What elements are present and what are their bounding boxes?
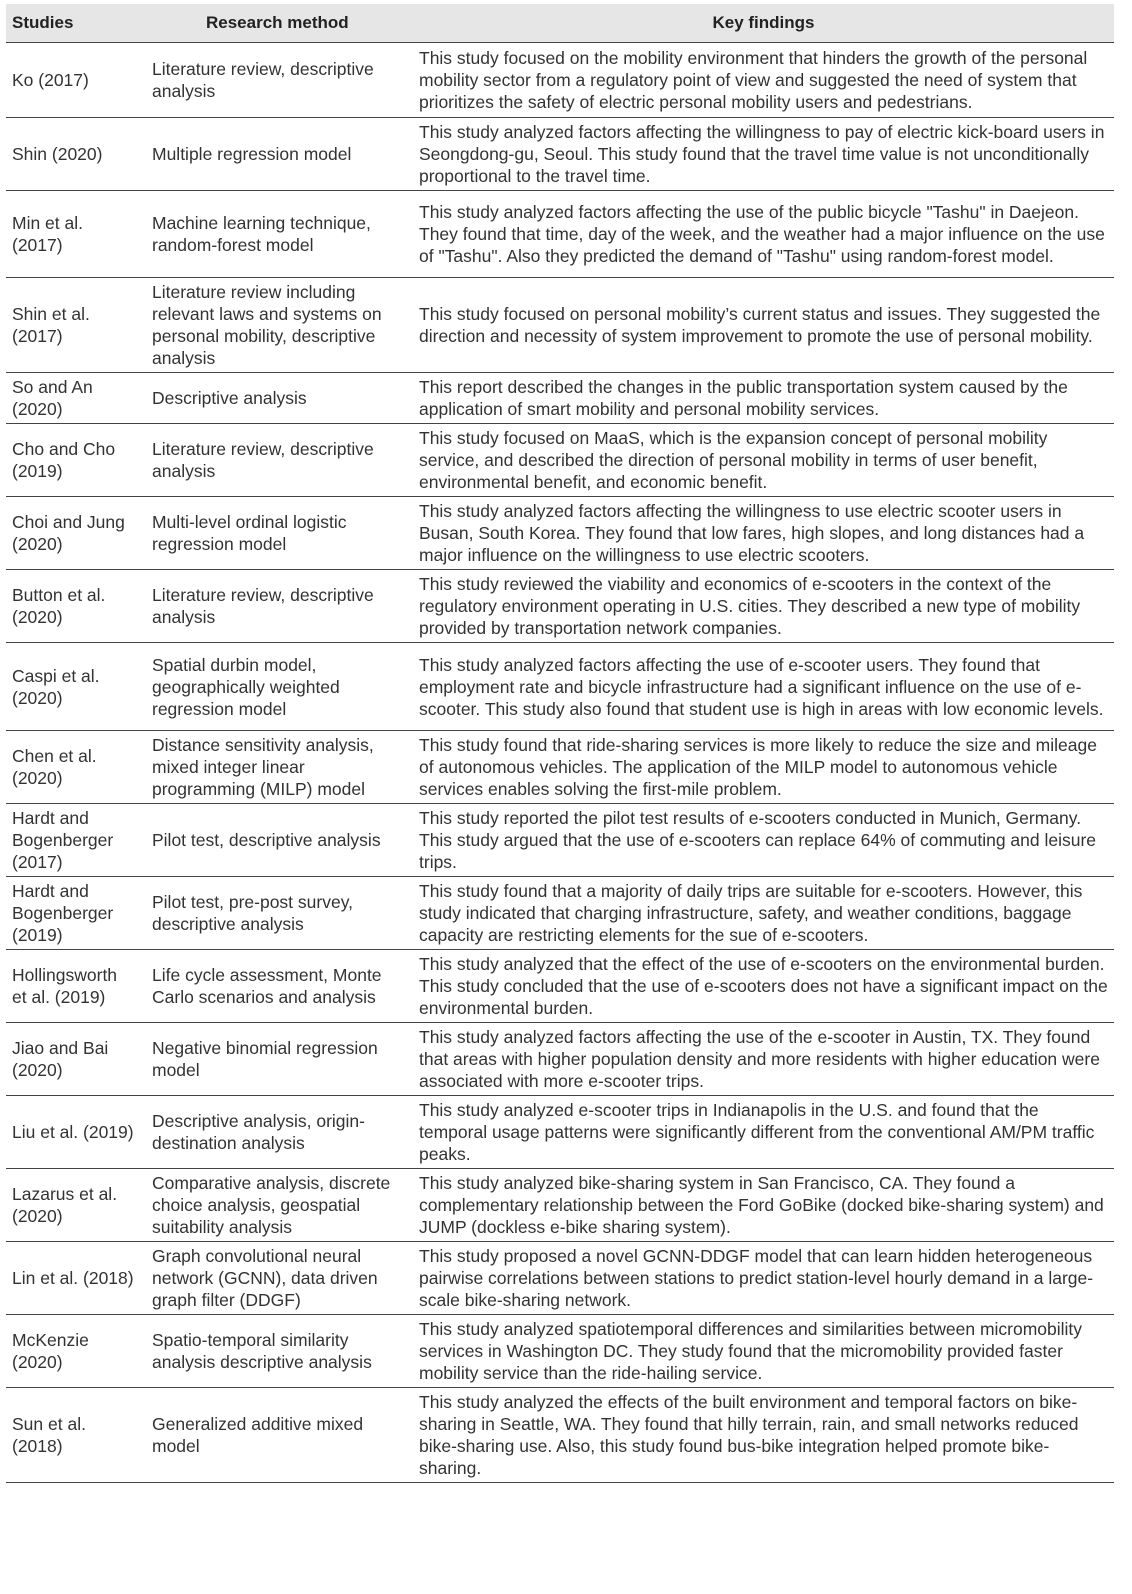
method-cell: Pilot test, pre-post survey, descriptive analysis xyxy=(142,877,413,950)
method-cell: Literature review, descriptive analysis xyxy=(142,43,413,118)
method-cell: Literature review including relevant laws and systems on personal mobility, descriptive analysis xyxy=(142,278,413,373)
method-cell: Graph convolutional neural network (GCNN), data driven graph filter (DDGF) xyxy=(142,1242,413,1315)
finding-cell: This study analyzed the effects of the built environment and temporal factors on bike-sharing in Seattle, WA. They found that hilly terrain, rain, and small networks reduced bike-sharing use. Also, this study found bus-bike integration helped promote bike-sharing. xyxy=(413,1388,1114,1483)
table-row xyxy=(6,877,1114,950)
finding-cell: This study analyzed factors affecting the use of e-scooter users. They found that employment rate and bicycle infrastructure had a significant influence on the use of e-scooter. This study also found that student use is high in areas with low economic levels. xyxy=(413,643,1114,731)
finding-cell: This study analyzed factors affecting the willingness to use electric scooter users in Busan, South Korea. They found that low fares, high slopes, and long distances had a major influence on the willingness to use electric scooters. xyxy=(413,497,1114,570)
method-cell: Literature review, descriptive analysis xyxy=(142,424,413,497)
table-header xyxy=(6,4,1114,43)
method-cell: Spatial durbin model, geographically weighted regression model xyxy=(142,643,413,731)
header-row xyxy=(6,4,1114,43)
study-cell: Caspi et al. (2020) xyxy=(6,643,142,731)
table-row xyxy=(6,950,1114,1023)
study-cell: Hollingsworth et al. (2019) xyxy=(6,950,142,1023)
finding-cell: This study analyzed factors affecting the willingness to pay of electric kick-board users in Seongdong-gu, Seoul. This study found that the travel time value is not unconditionally proportional to the travel time. xyxy=(413,118,1114,191)
study-cell: Button et al. (2020) xyxy=(6,570,142,643)
finding-cell: This study analyzed spatiotemporal differences and similarities between micromobility services in Washington DC. They study found that the micromobility provided faster mobility service than the ride-hailing service. xyxy=(413,1315,1114,1388)
study-cell: Min et al. (2017) xyxy=(6,191,142,278)
table-row xyxy=(6,1315,1114,1388)
method-cell: Negative binomial regression model xyxy=(142,1023,413,1096)
finding-cell: This study focused on MaaS, which is the expansion concept of personal mobility service, and described the direction of personal mobility in terms of user benefit, environmental benefit, and economic benefit. xyxy=(413,424,1114,497)
study-cell: Hardt and Bogenberger (2019) xyxy=(6,877,142,950)
study-cell: Choi and Jung (2020) xyxy=(6,497,142,570)
table-row xyxy=(6,1242,1114,1315)
finding-cell: This study proposed a novel GCNN-DDGF model that can learn hidden heterogeneous pairwise correlations between stations to predict station-level hourly demand in a large-scale bike-sharing network. xyxy=(413,1242,1114,1315)
method-cell: Descriptive analysis xyxy=(142,373,413,424)
study-cell: Shin et al. (2017) xyxy=(6,278,142,373)
finding-cell: This study found that ride-sharing services is more likely to reduce the size and mileage of autonomous vehicles. The application of the MILP model to autonomous vehicle services enables solving the first-mile problem. xyxy=(413,731,1114,804)
header-key-findings: Key findings xyxy=(413,4,1114,43)
table-row xyxy=(6,191,1114,278)
table-row xyxy=(6,373,1114,424)
finding-cell: This study analyzed bike-sharing system in San Francisco, CA. They found a complementary relationship between the Ford GoBike (docked bike-sharing system) and JUMP (dockless e-bike sharing system). xyxy=(413,1169,1114,1242)
method-cell: Comparative analysis, discrete choice analysis, geospatial suitability analysis xyxy=(142,1169,413,1242)
method-cell: Spatio-temporal similarity analysis descriptive analysis xyxy=(142,1315,413,1388)
table-row xyxy=(6,731,1114,804)
table-row xyxy=(6,43,1114,118)
method-cell: Machine learning technique, random-forest model xyxy=(142,191,413,278)
method-cell: Literature review, descriptive analysis xyxy=(142,570,413,643)
finding-cell: This study reviewed the viability and economics of e-scooters in the context of the regulatory environment operating in U.S. cities. They described a new type of mobility provided by transportation network companies. xyxy=(413,570,1114,643)
study-cell: Lazarus et al. (2020) xyxy=(6,1169,142,1242)
table-row xyxy=(6,497,1114,570)
finding-cell: This study analyzed factors affecting the use of the public bicycle "Tashu" in Daejeon. They found that time, day of the week, and the weather had a major influence on the use of "Tashu". Also they predicted the demand of "Tashu" using random-forest model. xyxy=(413,191,1114,278)
study-cell: Lin et al. (2018) xyxy=(6,1242,142,1315)
method-cell: Multi-level ordinal logistic regression model xyxy=(142,497,413,570)
table-row xyxy=(6,1388,1114,1483)
table-row xyxy=(6,1169,1114,1242)
method-cell: Descriptive analysis, origin-destination analysis xyxy=(142,1096,413,1169)
table-row xyxy=(6,118,1114,191)
table-row xyxy=(6,1023,1114,1096)
method-cell: Life cycle assessment, Monte Carlo scenarios and analysis xyxy=(142,950,413,1023)
study-cell: McKenzie (2020) xyxy=(6,1315,142,1388)
literature-table xyxy=(6,4,1114,1483)
study-cell: Hardt and Bogenberger (2017) xyxy=(6,804,142,877)
study-cell: So and An (2020) xyxy=(6,373,142,424)
method-cell: Distance sensitivity analysis, mixed integer linear programming (MILP) model xyxy=(142,731,413,804)
study-cell: Ko (2017) xyxy=(6,43,142,118)
study-cell: Jiao and Bai (2020) xyxy=(6,1023,142,1096)
study-cell: Liu et al. (2019) xyxy=(6,1096,142,1169)
study-cell: Shin (2020) xyxy=(6,118,142,191)
table-row xyxy=(6,570,1114,643)
finding-cell: This study found that a majority of daily trips are suitable for e-scooters. However, this study indicated that charging infrastructure, safety, and weather conditions, baggage capacity are restricting elements for the sue of e-scooters. xyxy=(413,877,1114,950)
table-row xyxy=(6,278,1114,373)
study-cell: Chen et al. (2020) xyxy=(6,731,142,804)
finding-cell: This study focused on the mobility environment that hinders the growth of the personal mobility sector from a regulatory point of view and suggested the need of system that prioritizes the safety of electric personal mobility users and pedestrians. xyxy=(413,43,1114,118)
finding-cell: This study reported the pilot test results of e-scooters conducted in Munich, Germany. This study argued that the use of e-scooters can replace 64% of commuting and leisure trips. xyxy=(413,804,1114,877)
finding-cell: This study analyzed that the effect of the use of e-scooters on the environmental burden. This study concluded that the use of e-scooters does not have a significant impact on the environmental burden. xyxy=(413,950,1114,1023)
finding-cell: This study analyzed e-scooter trips in Indianapolis in the U.S. and found that the temporal usage patterns were significantly different from the conventional AM/PM traffic peaks. xyxy=(413,1096,1114,1169)
table-row xyxy=(6,804,1114,877)
study-cell: Sun et al. (2018) xyxy=(6,1388,142,1483)
finding-cell: This report described the changes in the public transportation system caused by the application of smart mobility and personal mobility services. xyxy=(413,373,1114,424)
table-row xyxy=(6,1096,1114,1169)
finding-cell: This study focused on personal mobility’s current status and issues. They suggested the direction and necessity of system improvement to promote the use of personal mobility. xyxy=(413,278,1114,373)
header-research-method: Research method xyxy=(142,4,413,43)
method-cell: Pilot test, descriptive analysis xyxy=(142,804,413,877)
study-cell: Cho and Cho (2019) xyxy=(6,424,142,497)
table-row xyxy=(6,643,1114,731)
method-cell: Multiple regression model xyxy=(142,118,413,191)
method-cell: Generalized additive mixed model xyxy=(142,1388,413,1483)
table-row xyxy=(6,424,1114,497)
header-studies: Studies xyxy=(6,4,142,43)
table-body xyxy=(6,43,1114,1483)
finding-cell: This study analyzed factors affecting the use of the e-scooter in Austin, TX. They found that areas with higher population density and more residents with higher education were associated with more e-scooter trips. xyxy=(413,1023,1114,1096)
